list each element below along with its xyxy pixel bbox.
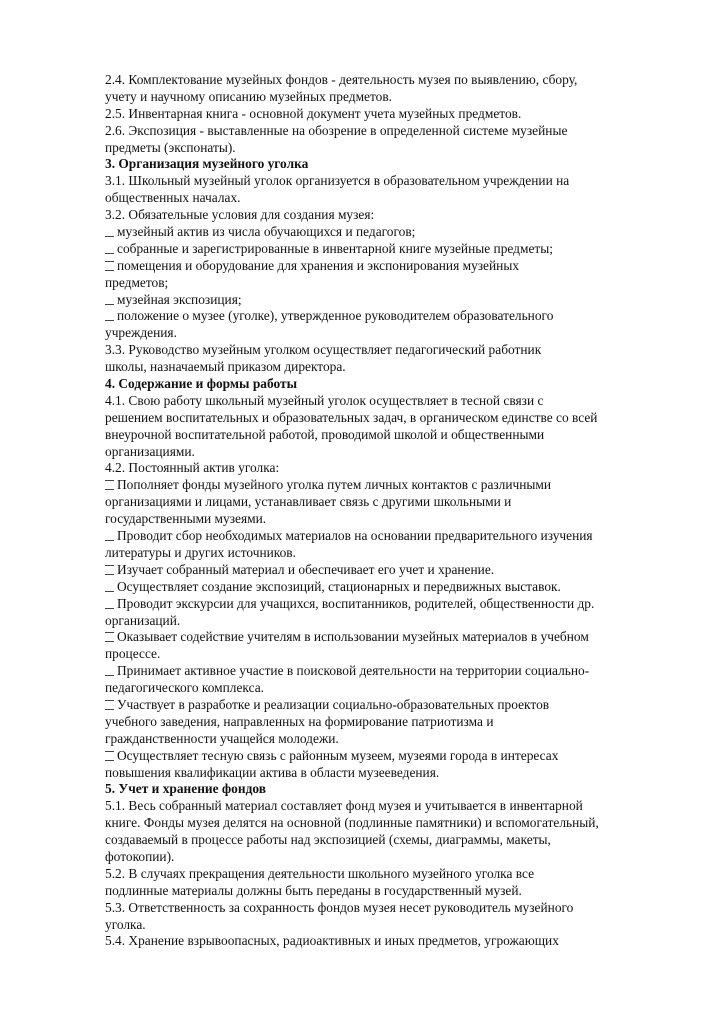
line-text: Проводит сбор необходимых материалов на основании предварительного изучения — [117, 528, 593, 544]
line-text: организаций. — [105, 612, 181, 628]
list-marker-icon — [105, 225, 114, 237]
text-line — [105, 393, 665, 410]
line-text: Осуществляет создание экспозиций, стационарных и передвижных выставок. — [117, 578, 561, 594]
line-text: создаваемый в процессе работы над экспозицией (схемы, диаграммы, макеты, — [105, 832, 551, 848]
text-line — [105, 832, 665, 849]
line-text: 4.2. Постоянный актив уголка: — [105, 460, 280, 476]
text-line — [105, 883, 665, 900]
text-line — [105, 410, 665, 427]
text-line — [105, 613, 665, 630]
line-text: 2.5. Инвентарная книга - основной документ учета музейных предметов. — [105, 105, 522, 121]
line-text: решением воспитательных и образовательных задач, в органическом единстве со всей — [105, 409, 598, 425]
line-text: государственными музеями. — [105, 511, 267, 527]
list-marker-icon — [105, 478, 114, 490]
text-line — [105, 258, 665, 275]
line-text: уголка. — [105, 916, 146, 932]
line-text: литературы и других источников. — [105, 544, 296, 560]
document-body — [105, 72, 665, 950]
text-line — [105, 359, 665, 376]
line-text: музейный актив из числа обучающихся и педагогов; — [117, 224, 416, 240]
text-line — [105, 511, 665, 528]
line-text: положение о музее (уголке), утвержденное руководителем образовательного — [117, 308, 554, 324]
line-text: учреждения. — [105, 325, 177, 341]
text-line — [105, 72, 665, 89]
list-marker-icon — [105, 529, 114, 541]
line-text: 5.1. Весь собранный материал составляет фонд музея и учитывается в инвентарной — [105, 798, 583, 814]
text-line — [105, 123, 665, 140]
text-line — [105, 427, 665, 444]
line-text: 5.2. В случаях прекращения деятельности школьного музейного уголка все — [105, 865, 535, 881]
text-line — [105, 646, 665, 663]
text-line — [105, 106, 665, 123]
line-text: 3. Организация музейного уголка — [105, 156, 309, 172]
line-text: организациями и лицами, устанавливает связь с другими школьными и — [105, 494, 512, 510]
line-text: 4.1. Свою работу школьный музейный уголок осуществляет в тесной связи с — [105, 392, 544, 408]
line-text: общественных началах. — [105, 190, 241, 206]
list-marker-icon — [105, 259, 114, 271]
list-marker-icon — [105, 630, 114, 642]
text-line — [105, 545, 665, 562]
text-line — [105, 190, 665, 207]
line-text: 5.3. Ответственность за сохранность фондов музея несет руководитель музейного — [105, 899, 574, 915]
line-text: Участвует в разработке и реализации социально-образовательных проектов — [117, 696, 550, 712]
text-line — [105, 528, 665, 545]
line-text: школы, назначаемый приказом директора. — [105, 359, 346, 375]
text-line — [105, 275, 665, 292]
line-text: Оказывает содействие учителям в использовании музейных материалов в учебном — [117, 629, 589, 645]
list-marker-icon — [105, 563, 114, 575]
text-line — [105, 292, 665, 309]
text-line — [105, 629, 665, 646]
line-text: Изучает собранный материал и обеспечивает его учет и хранение. — [117, 561, 495, 577]
line-text: Принимает активное участие в поисковой деятельности на территории социально- — [117, 663, 590, 679]
list-marker-icon — [105, 242, 114, 254]
text-line — [105, 714, 665, 731]
line-text: 3.1. Школьный музейный уголок организуется в образовательном учреждении на — [105, 173, 570, 189]
text-line — [105, 900, 665, 917]
section-heading — [105, 781, 665, 798]
line-text: Проводит экскурсии для учащихся, воспитанников, родителей, общественности др. — [117, 595, 595, 611]
text-line — [105, 933, 665, 950]
line-text: процессе. — [105, 646, 161, 662]
line-text: 2.4. Комплектование музейных фондов - деятельность музея по выявлению, сбору, — [105, 72, 578, 87]
text-line — [105, 866, 665, 883]
line-text: Осуществляет тесную связь с районным музеем, музеями города в интересах — [117, 747, 559, 763]
line-text: книге. Фонды музея делятся на основной (подлинные памятники) и вспомогательный, — [105, 815, 599, 831]
line-text: 4. Содержание и формы работы — [105, 376, 298, 392]
line-text: предметов; — [105, 274, 169, 290]
line-text: предметы (экспонаты). — [105, 139, 236, 155]
line-text: подлинные материалы должны быть переданы в государственный музей. — [105, 882, 522, 898]
list-marker-icon — [105, 698, 114, 710]
line-text: гражданственности учащейся молодежи. — [105, 730, 339, 746]
line-text: 3.3. Руководство музейным уголком осуществляет педагогический работник — [105, 342, 542, 358]
line-text: 5. Учет и хранение фондов — [105, 781, 266, 797]
line-text: помещения и оборудование для хранения и экспонирования музейных — [117, 257, 520, 273]
text-line — [105, 325, 665, 342]
line-text: учету и научному описанию музейных предметов. — [105, 88, 393, 104]
line-text: собранные и зарегистрированные в инвентарной книге музейные предметы; — [117, 240, 553, 256]
text-line — [105, 748, 665, 765]
text-line — [105, 89, 665, 106]
text-line — [105, 562, 665, 579]
text-line — [105, 224, 665, 241]
text-line — [105, 241, 665, 258]
text-line — [105, 798, 665, 815]
line-text: организациями. — [105, 443, 195, 459]
text-line — [105, 680, 665, 697]
text-line — [105, 494, 665, 511]
line-text: учебного заведения, направленных на формирование патриотизма и — [105, 713, 494, 729]
text-line — [105, 207, 665, 224]
line-text: фотокопии). — [105, 848, 175, 864]
text-line — [105, 663, 665, 680]
list-marker-icon — [105, 293, 114, 305]
text-line — [105, 579, 665, 596]
line-text: 5.4. Хранение взрывоопасных, радиоактивных и иных предметов, угрожающих — [105, 933, 559, 949]
line-text: Пополняет фонды музейного уголка путем личных контактов с различными — [117, 477, 552, 493]
text-line — [105, 765, 665, 782]
text-line — [105, 477, 665, 494]
text-line — [105, 917, 665, 934]
line-text: 3.2. Обязательные условия для создания музея: — [105, 207, 375, 223]
list-marker-icon — [105, 664, 114, 676]
text-line — [105, 308, 665, 325]
text-line — [105, 849, 665, 866]
list-marker-icon — [105, 597, 114, 609]
text-line — [105, 173, 665, 190]
text-line — [105, 460, 665, 477]
list-marker-icon — [105, 580, 114, 592]
line-text: повышения квалификации актива в области музееведения. — [105, 764, 440, 780]
line-text: внеурочной воспитательной работой, проводимой школой и общественными — [105, 426, 545, 442]
text-line — [105, 815, 665, 832]
line-text: 2.6. Экспозиция - выставленные на обозрение в определенной системе музейные — [105, 122, 568, 138]
text-line — [105, 140, 665, 157]
text-line — [105, 342, 665, 359]
list-marker-icon — [105, 309, 114, 321]
section-heading — [105, 376, 665, 393]
text-line — [105, 444, 665, 461]
section-heading — [105, 156, 665, 173]
list-marker-icon — [105, 749, 114, 761]
line-text: музейная экспозиция; — [117, 291, 242, 307]
line-text: педагогического комплекса. — [105, 680, 264, 696]
text-line — [105, 697, 665, 714]
text-line — [105, 731, 665, 748]
text-line — [105, 596, 665, 613]
